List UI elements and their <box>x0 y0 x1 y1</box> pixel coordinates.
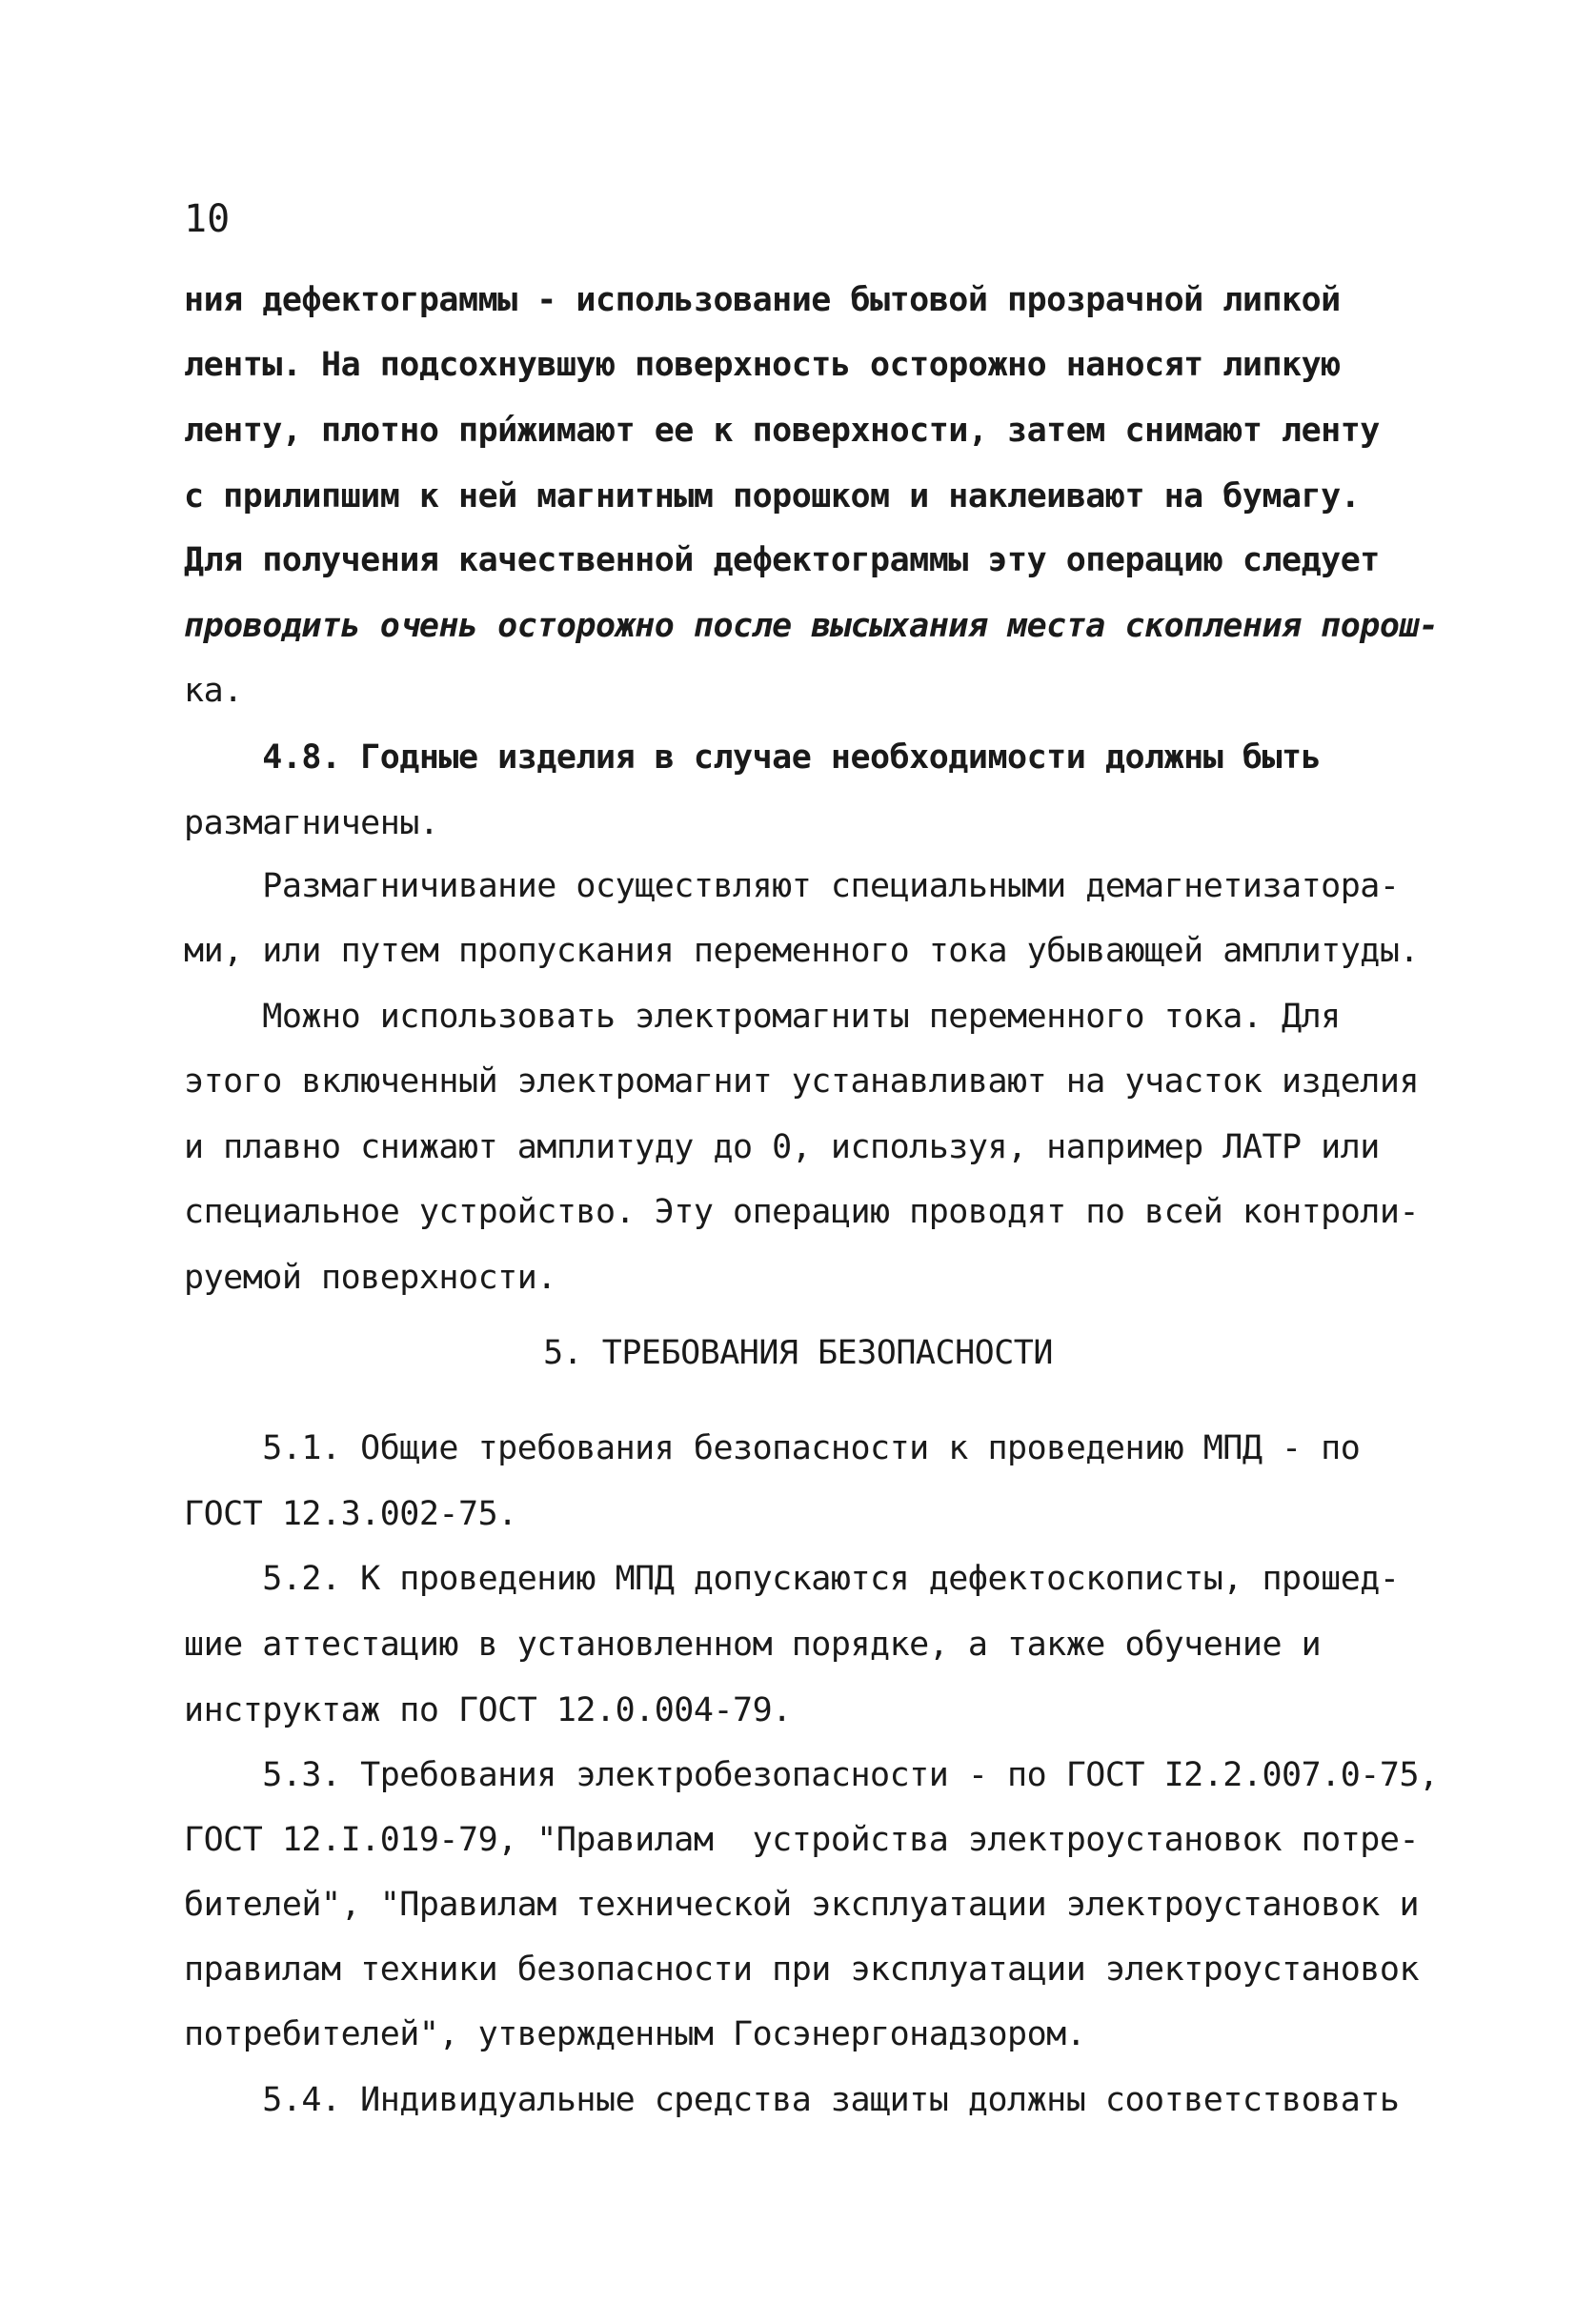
text-line: бителей", "Правилам технической эксплуатации электроустановок и <box>184 1886 1420 1924</box>
text-line: 5.1. Общие требования безопасности к проведению МПД - по <box>184 1429 1361 1467</box>
text-line: ленту, плотно при́жимают ее к поверхности, затем снимают ленту <box>184 412 1380 450</box>
text-line: и плавно снижают амплитуду до 0, используя, например ЛАТР или <box>184 1128 1380 1166</box>
text-line: Можно использовать электромагниты переменного тока. Для <box>184 998 1341 1036</box>
text-line: ГОСТ 12.I.019-79, "Правилам устройства электроустановок потре- <box>184 1821 1420 1859</box>
text-line: проводить очень осторожно после высыхания места скопления порош- <box>184 607 1439 645</box>
text-line: 5.3. Требования электробезопасности - по ГОСТ I2.2.007.0-75, <box>184 1756 1439 1794</box>
text-line: ми, или путем пропускания переменного тока убывающей амплитуды. <box>184 932 1420 970</box>
page-number: 10 <box>184 197 231 241</box>
text-line: Размагничивание осуществляют специальными демагнетизатора- <box>184 867 1400 905</box>
text-line: руемой поверхности. <box>184 1259 556 1297</box>
text-line: ГОСТ 12.3.002-75. <box>184 1495 517 1533</box>
text-line: 5.4. Индивидуальные средства защиты должны соответствовать <box>184 2081 1400 2119</box>
text-line: Для получения качественной дефектограммы эту операцию следует <box>184 541 1380 579</box>
text-line: размагничены. <box>184 804 439 842</box>
text-line: ленты. На подсохнувшую поверхность осторожно наносят липкую <box>184 346 1341 384</box>
text-line: специальное устройство. Эту операцию проводят по всей контроли- <box>184 1193 1420 1231</box>
text-line: этого включенный электромагнит устанавливают на участок изделия <box>184 1062 1420 1101</box>
section-heading: 5. ТРЕБОВАНИЯ БЕЗОПАСНОСТИ <box>543 1334 1053 1372</box>
text-line: шие аттестацию в установленном порядке, а также обучение и <box>184 1626 1322 1664</box>
text-line: инструктаж по ГОСТ 12.0.004-79. <box>184 1691 792 1729</box>
text-line: с прилипшим к ней магнитным порошком и наклеивают на бумагу. <box>184 477 1361 515</box>
text-line: ния дефектограммы - использование бытовой прозрачной липкой <box>184 281 1341 319</box>
text-line: потребителей", утвержденным Госэнергонадзором. <box>184 2015 1086 2053</box>
paragraph-4-8-line: 4.8. Годные изделия в случае необходимости должны быть <box>184 738 1322 777</box>
text-line: 5.2. К проведению МПД допускаются дефектоскописты, прошед- <box>184 1560 1400 1598</box>
text-line: ка. <box>184 672 243 710</box>
text-line: правилам техники безопасности при эксплуатации электроустановок <box>184 1950 1420 1989</box>
